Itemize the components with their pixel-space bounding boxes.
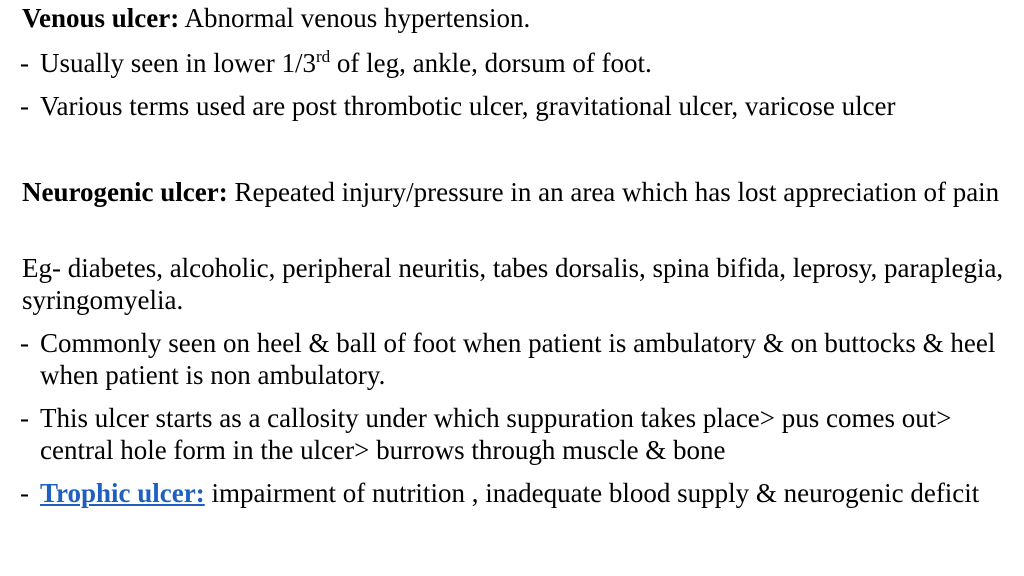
venous-ulcer-heading: Venous ulcer: bbox=[22, 3, 180, 33]
venous-ulcer-text: Abnormal venous hypertension. bbox=[179, 3, 531, 33]
neurogenic-examples-text: Eg- diabetes, alcoholic, peripheral neuritis, tabes dorsalis, spina bifida, leprosy, paraplegia, syringomyelia. bbox=[22, 253, 1004, 315]
neurogenic-ulcer-heading: Neurogenic ulcer: bbox=[22, 177, 228, 207]
neurogenic-bullet-sites-text: Commonly seen on heel & ball of foot when patient is ambulatory & on buttocks & heel when patient is non ambulatory. bbox=[40, 328, 996, 390]
venous-bullet-location-text-end: of leg, ankle, dorsum of foot. bbox=[330, 48, 652, 78]
neurogenic-ulcer-text: Repeated injury/pressure in an area which has lost appreciation of pain bbox=[227, 177, 1000, 207]
trophic-ulcer-bullet bbox=[20, 477, 1010, 509]
neurogenic-examples bbox=[22, 252, 1006, 316]
trophic-ulcer-text: impairment of nutrition , inadequate blood supply & neurogenic deficit bbox=[204, 478, 980, 508]
dash-marker: - bbox=[20, 478, 29, 508]
venous-bullet-terms bbox=[20, 90, 1010, 122]
neurogenic-bullet-progression-text: This ulcer starts as a callosity under which suppuration takes place> pus comes out> central hole form in the ulcer> burrows through muscle & bone bbox=[40, 403, 952, 465]
venous-bullet-location bbox=[20, 47, 1010, 79]
neurogenic-ulcer-definition bbox=[22, 176, 1006, 208]
trophic-ulcer-link[interactable]: Trophic ulcer: bbox=[40, 478, 205, 508]
dash-marker: - bbox=[20, 328, 29, 358]
neurogenic-bullet-progression bbox=[20, 402, 1010, 466]
venous-ulcer-definition bbox=[22, 2, 1006, 34]
venous-bullet-location-text: Usually seen in lower 1/3 bbox=[40, 48, 316, 78]
superscript-rd: rd bbox=[315, 47, 331, 66]
dash-marker: - bbox=[20, 91, 29, 121]
venous-bullet-terms-text: Various terms used are post thrombotic ulcer, gravitational ulcer, varicose ulcer bbox=[40, 91, 896, 121]
neurogenic-bullet-sites bbox=[20, 327, 1010, 391]
dash-marker: - bbox=[20, 403, 29, 433]
dash-marker: - bbox=[20, 48, 29, 78]
